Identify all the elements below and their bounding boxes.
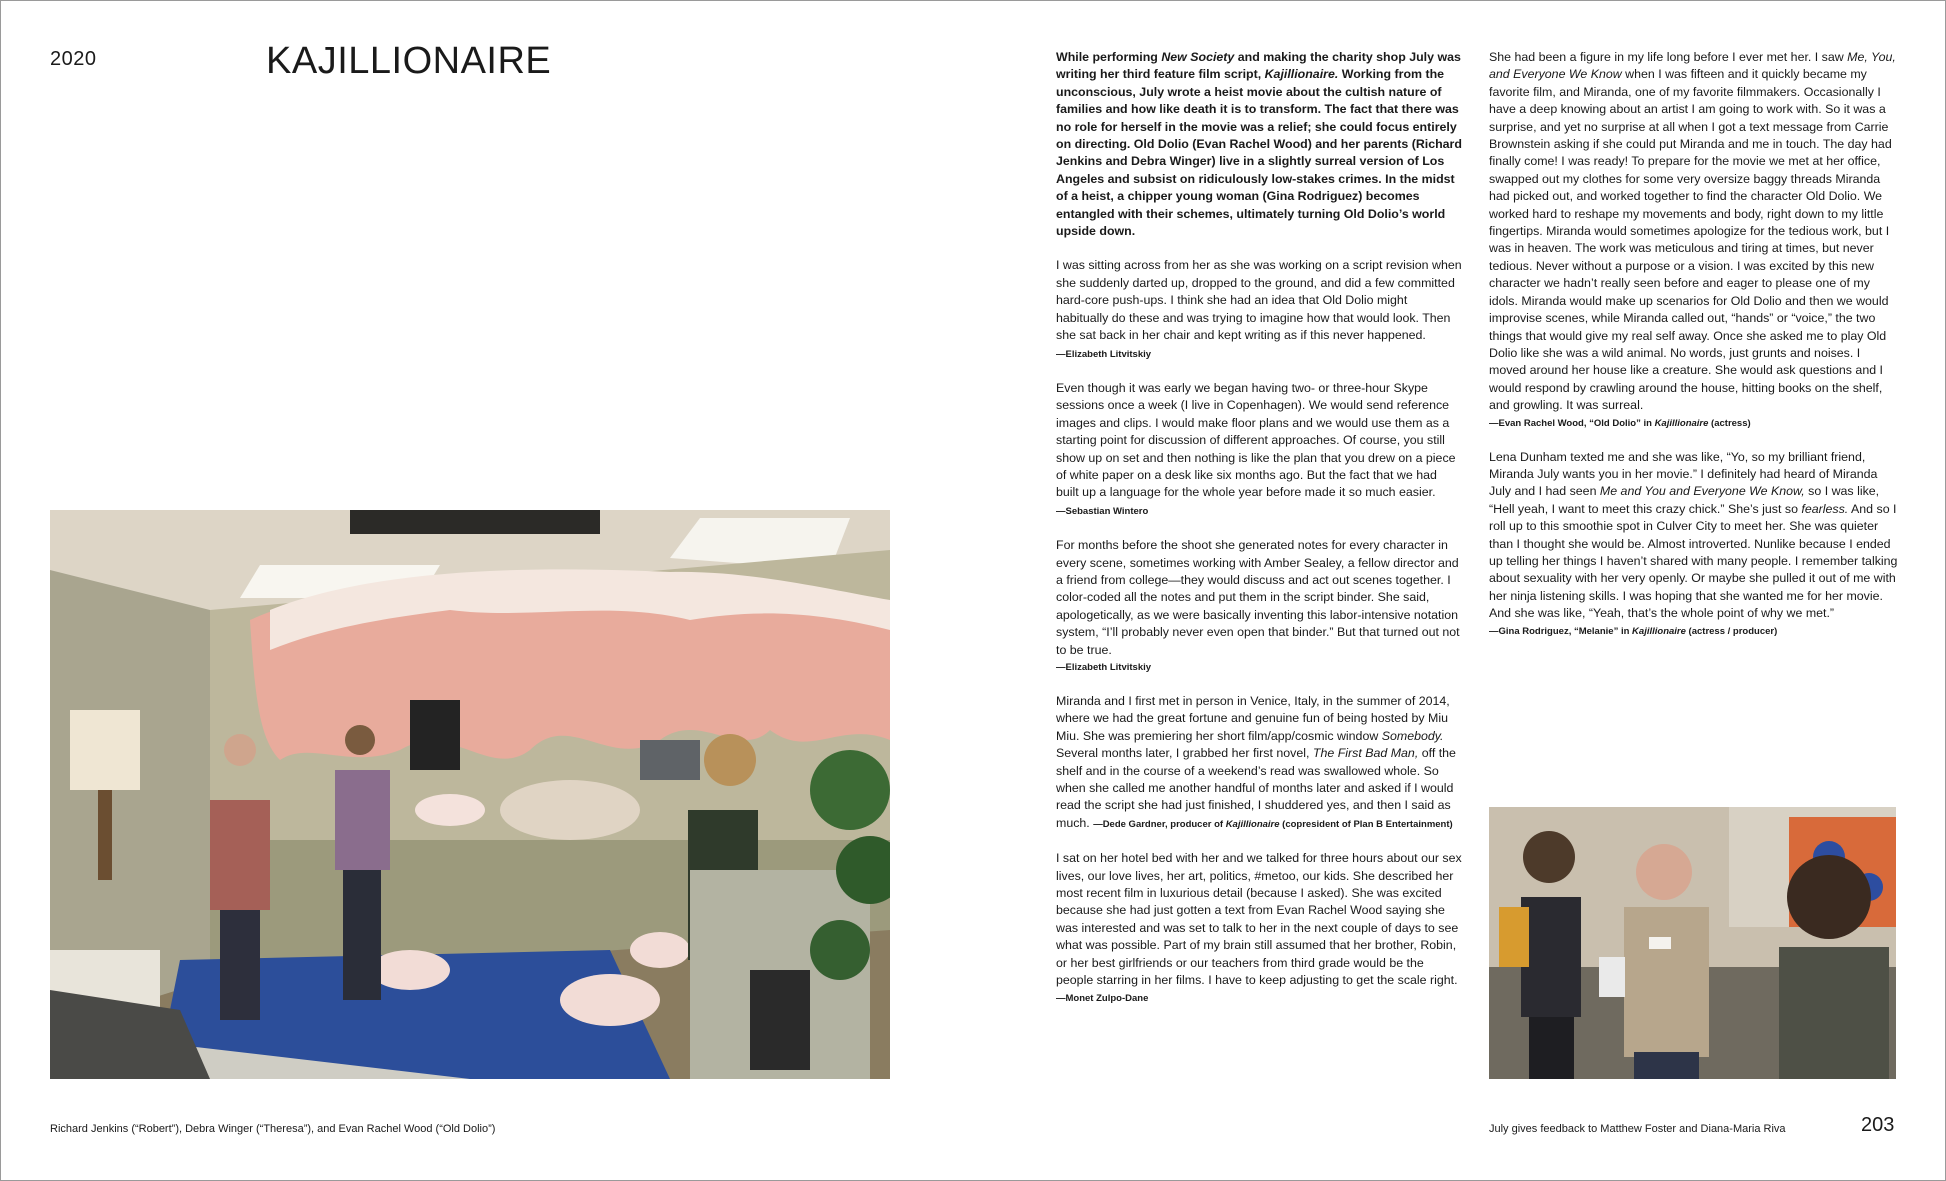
quote-gardner: Miranda and I first met in person in Venice, Italy, in the summer of 2014, where we had the great fortune and genuine fun of being hosted by Miu Miu. She was premiering her short film/app/cosmic window Somebody. Several months later, I grabbed her first novel, The First Bad Man, off the shelf and in the course of a weekend’s read was swallowed whole. So when she called me another handful of months later and asked if I would read the script she had just finished, I shuddered yes, and then I said as much. —Dede Gardner, producer of Kajillionaire (copresident of Plan B Entertainment) bbox=[1056, 694, 1456, 830]
quote-zulpo-dane: I sat on her hotel bed with her and we talked for three hours about our sex lives, our love lives, her art, politics, #metoo, our kids. She described her most recent film in luxurious detail (because I asked). She was excited because she had just gotten a text from Evan Rachel Wood saying she was interested and was set to talk to her in the next couple of days to see what was possible. Part of my brain still assumed that her brother, Robin, or her best girlfriends or our teachers from third grade would be the people starring in her films. I have to keep adjusting to get the scale right. —Monet Zulpo-Dane bbox=[1056, 850, 1462, 1006]
photo-set-foam-wall bbox=[50, 510, 890, 1079]
attribution: —Gina Rodriguez, “Melanie” in Kajillionaire (actress / producer) bbox=[1489, 625, 1778, 637]
quote-litvitskiy-2: For months before the shoot she generated notes for every character in every scene, sometimes working with Amber Sealey, a fellow director and a friend from college—they would discuss and act out scenes together. I color-coded all the notes and put them in the script binder. She said, apologetically, as we were basically inventing this labor-intensive notation system, “I’ll probably never even open that binder.” But that turned out not to be true. —Elizabeth Litvitskiy bbox=[1056, 537, 1462, 676]
quote-rodriguez: Lena Dunham texted me and she was like, “Yo, so my brilliant friend, Miranda July wants you in her movie.” I definitely had heard of Miranda July and I had seen Me and You and Everyone We Know, so I was like, “Hell yeah, I want to meet this crazy chick.” She’s just so fearless. And so I roll up to this smoothie spot in Culver City to meet her. She was quieter than I thought she would be. Almost introverted. Nunlike because I ended up telling her things I haven’t shared with many people. I remember talking about sexuality with her very openly. Or maybe she pulled it out of me with her ninja listening skills. I was hoping that she wanted me for her movie. And she was like, “Yeah, that’s the whole point of why we met.” —Gina Rodriguez, “Melanie” in Kajillionaire (actress / producer) bbox=[1489, 449, 1899, 640]
page-number: 203 bbox=[1861, 1114, 1895, 1136]
attribution: —Dede Gardner, producer of Kajillionaire (copresident of Plan B Entertainment) bbox=[1093, 818, 1453, 830]
intro-paragraph: While performing New Society and making the charity shop July was writing her third feature film script, Kajillionaire. Working from the unconscious, July wrote a heist movie about the cultish nature of families and how like death it is to transform. The fact that there was no role for herself in the movie was a relief; she could focus entirely on directing. Old Dolio (Evan Rachel Wood) and her parents (Richard Jenkins and Debra Winger) live in a slightly surreal version of Los Angeles and subsist on ridiculously low-stakes crimes. In the midst of a heist, a chipper young woman (Gina Rodriguez) becomes entangled with their schemes, ultimately turning Old Dolio’s world upside down. bbox=[1056, 50, 1462, 239]
quote-litvitskiy-1: I was sitting across from her as she was working on a script revision when she suddenly darted up, dropped to the ground, and did a few committed hard-core push-ups. I think she had an idea that Old Dolio might habitually do these and was trying to imagine how that would look. Then she sat back in her chair and kept writing as if this never happened. —Elizabeth Litvitskiy bbox=[1056, 258, 1462, 360]
attribution: —Elizabeth Litvitskiy bbox=[1056, 662, 1152, 673]
quote-wintero: Even though it was early we began having two- or three-hour Skype sessions once a week (I live in Copenhagen). We would send reference images and clips. I would make floor plans and we would use them as a starting point for discussion of different approaches. Of course, you still show up on set and then nothing is like the plan that you drew on a piece of white paper on a desk like six months ago. But the fact that we had built up a language for the whole year before made it so much easier. —Sebastian Wintero bbox=[1056, 380, 1456, 517]
page-title: KAJILLIONAIRE bbox=[266, 40, 552, 82]
photo-feedback-image bbox=[1489, 807, 1896, 1079]
attribution: —Elizabeth Litvitskiy bbox=[1056, 348, 1152, 360]
caption-left-photo: Richard Jenkins (“Robert”), Debra Winger (“Theresa”), and Evan Rachel Wood (“Old Dolio”) bbox=[50, 1123, 496, 1135]
attribution: —Monet Zulpo-Dane bbox=[1056, 992, 1149, 1004]
text-column-2 bbox=[1489, 49, 1899, 657]
quote-wood: She had been a figure in my life long before I ever met her. I saw Me, You, and Everyone We Know when I was fifteen and it quickly became my favorite film, and Miranda, one of my favorite filmmakers. Occasionally I have a deep knowing about an artist I am going to work with. So it was a surprise, and yet no surprise at all when I got a text message from Carrie Brownstein asking if she could put Miranda and me in touch. The day had finally come! I was ready! To prepare for the movie we met at her office, swapped out my clothes for some very oversize baggy threads Miranda had picked out, and worked together to find the character Old Dolio. We worked hard to reshape my movements and body, right down to my little fingertips. Miranda would sometimes apologize for the tedious work, but I was in heaven. The work was meticulous and tiring at times, but never tedious. Never without a purpose or a vision. I was excited by this new character we hadn’t really seen before and eager to please one of my idols. Miranda would make up scenarios for Old Dolio and then we would improvise scenes, while Miranda called out, “hands” or “voice,” the two things that would give my real self away. Once she asked me to play Old Dolio like she was a wild animal. No words, just grunts and noises. I moved around her house like a creature. She would ask questions and I would respond by crawling around the house, hitting books on the shelf, and growling. It was surreal. —Evan Rachel Wood, “Old Dolio” in Kajillionaire (actress) bbox=[1489, 49, 1899, 432]
attribution: —Sebastian Wintero bbox=[1056, 505, 1149, 517]
photo-set-foam-wall-image bbox=[50, 510, 890, 1079]
text-column-1 bbox=[1056, 49, 1462, 1024]
attribution: —Evan Rachel Wood, “Old Dolio” in Kajillionaire (actress) bbox=[1489, 417, 1751, 429]
photo-feedback bbox=[1489, 807, 1896, 1079]
year-label: 2020 bbox=[50, 48, 97, 70]
caption-right-photo: July gives feedback to Matthew Foster and Diana-Maria Riva bbox=[1489, 1123, 1786, 1135]
